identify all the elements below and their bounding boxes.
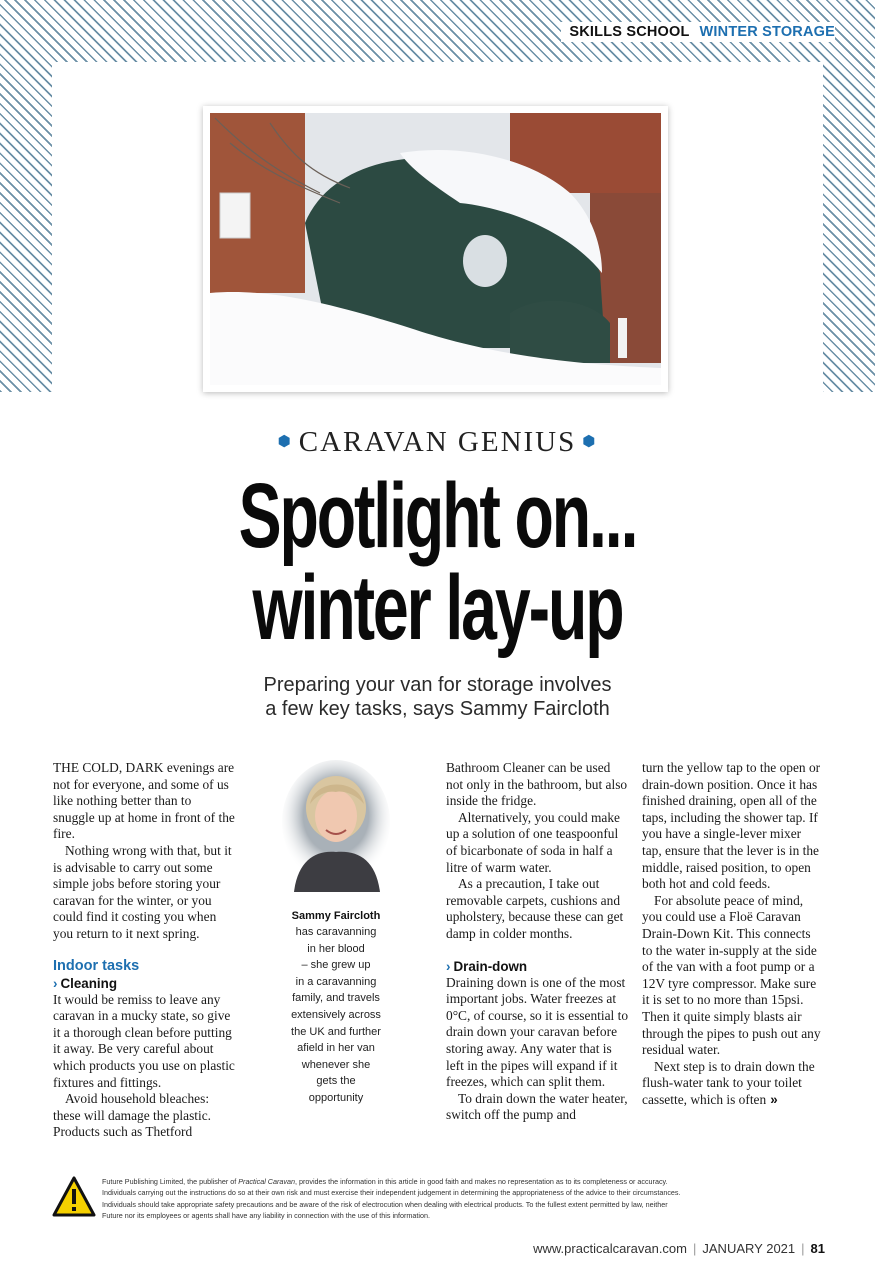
disclaimer-line xyxy=(102,1176,824,1187)
body-column-3 xyxy=(446,760,629,1124)
paragraph: turn the yellow tap to the open or drain-down position. Once it has finished draining, open all of the taps, including the shower tap. If you have a single-lever mixer tap, ensure that the lever is in the middle, raised position, to open both hot and cold feeds. xyxy=(642,760,821,892)
body-column-4 xyxy=(642,760,824,1108)
standfirst-line-1: Preparing your van for storage involves xyxy=(263,674,612,696)
author-bio-line: in her blood xyxy=(307,942,365,955)
issue-date: JANUARY 2021 xyxy=(702,1241,796,1256)
paragraph-text: Next step is to drain down the flush-water tank to your toilet cassette, which is often xyxy=(642,1058,815,1107)
chevron-right-icon: › xyxy=(446,958,451,974)
paragraph: For absolute peace of mind, you could use a Floë Caravan Drain-Down Kit. This connects to the water in-supply at the side of the van with a foot pump or a 12V tyre compressor. Make sure it is set to no more than 15psi. Then it quite simply blasts air through the pipes to push out any residual water. xyxy=(642,892,821,1058)
article-standfirst xyxy=(0,673,875,721)
disclaimer-line: Individuals carrying out the instructions do so at their own risk and must exercise their independent judgement in determining the appropriateness of the advice to their circumstances. xyxy=(102,1188,681,1198)
hexagon-icon: ⬢ xyxy=(582,434,598,450)
snow-covered-caravan-photo-icon xyxy=(210,113,661,385)
headline-line-2: winter lay-up xyxy=(252,557,623,659)
headline-line-1: Spotlight on... xyxy=(238,465,637,567)
author-bio-line: family, and travels xyxy=(292,992,380,1005)
section-tag xyxy=(561,22,835,42)
author-bio xyxy=(280,924,392,1107)
paragraph: It would be remiss to leave any caravan in a mucky state, so give it a thorough clean before putting it away. Be very careful about which products you use on plastic fixtures and fittings. xyxy=(53,991,235,1090)
paragraph xyxy=(642,1059,824,1109)
author-bio-line: in a caravanning xyxy=(295,975,377,988)
author-bio-line: has caravanning xyxy=(295,926,377,938)
crosshead-drain-down xyxy=(446,958,629,975)
continued-arrows: » xyxy=(770,1091,778,1107)
article-headline xyxy=(131,465,744,659)
website-url: www.practicalcaravan.com xyxy=(533,1241,687,1256)
kicker-text: CARAVAN GENIUS xyxy=(298,426,577,458)
standfirst-line-2: a few key tasks, says Sammy Faircloth xyxy=(265,698,610,720)
paragraph: As a precaution, I take out removable carpets, cushions and upholstery, because these can get damp in colder months. xyxy=(446,876,624,941)
page-number: 81 xyxy=(810,1241,825,1256)
hero-photo xyxy=(203,106,668,392)
paragraph: Bathroom Cleaner can be used not only in the bathroom, but also inside the fridge. xyxy=(446,760,628,809)
author-bio-line: whenever she xyxy=(301,1058,371,1071)
crosshead-cleaning xyxy=(53,975,235,992)
section-topic: WINTER STORAGE xyxy=(699,24,835,40)
paragraph: Alternatively, you could make up a solution of one teaspoonful of bicarbonate of soda in half a litre of warm water. xyxy=(446,809,621,875)
disclaimer-text: Future Publishing Limited, the publisher of xyxy=(102,1177,239,1186)
section-name: SKILLS SCHOOL xyxy=(569,24,690,40)
author-bio-line: the UK and further xyxy=(291,1025,381,1038)
disclaimer-text: , provides the information in this article in good faith and makes no representation as to its completeness or accuracy. xyxy=(294,1177,668,1186)
chevron-right-icon: › xyxy=(53,975,58,991)
paragraph: To drain down the water heater, switch off the pump and xyxy=(446,1090,628,1123)
page-footer: www.practicalcaravan.com | JANUARY 2021 | 81 xyxy=(533,1241,825,1256)
legal-disclaimer xyxy=(102,1176,824,1222)
author-bio-line: gets the xyxy=(316,1075,356,1088)
author-bio-line: extensively across xyxy=(291,1008,381,1021)
article-kicker xyxy=(0,426,875,459)
body-column-1 xyxy=(53,760,235,1141)
hexagon-icon: ⬢ xyxy=(277,434,293,450)
subheading-indoor-tasks: Indoor tasks xyxy=(53,957,140,974)
author-portrait-icon xyxy=(280,760,392,892)
warning-triangle-icon xyxy=(52,1175,96,1219)
author-bio-line: – she grew up xyxy=(301,959,371,972)
author-bio-line: opportunity xyxy=(308,1091,364,1104)
paragraph: Draining down is one of the most important jobs. Water freezes at 0°C, of course, so it is essential to drain down your caravan before storing away. Any water that is left in the pipes will expand if it freezes, which can split them. xyxy=(446,974,629,1090)
publication-title: Practical Caravan xyxy=(238,1177,295,1186)
paragraph: Avoid household bleaches: these will damage the plastic. Products such as Thetford xyxy=(53,1091,212,1140)
author-box xyxy=(280,760,392,1107)
disclaimer-line: Individuals should take appropriate safety precautions and be aware of the risk of electrocution when dealing with electrical products. To the fullest extent permitted by law, neither xyxy=(102,1199,668,1209)
disclaimer-line: Future nor its employees or agents shall have any liability in connection with the use of this information. xyxy=(102,1211,431,1221)
author-bio-line: afield in her van xyxy=(297,1042,375,1055)
crosshead-text: Cleaning xyxy=(60,975,118,991)
paragraph: Nothing wrong with that, but it is advisable to carry out some simple jobs before storing your caravan for the winter, or you could find it costing you when you return to it next spring. xyxy=(53,842,232,941)
author-name: Sammy Faircloth xyxy=(291,910,381,922)
crosshead-text: Drain-down xyxy=(453,958,528,974)
paragraph: THE COLD, DARK evenings are not for everyone, and some of us like nothing better than to snuggle up at home in front of the fire. xyxy=(53,760,235,842)
